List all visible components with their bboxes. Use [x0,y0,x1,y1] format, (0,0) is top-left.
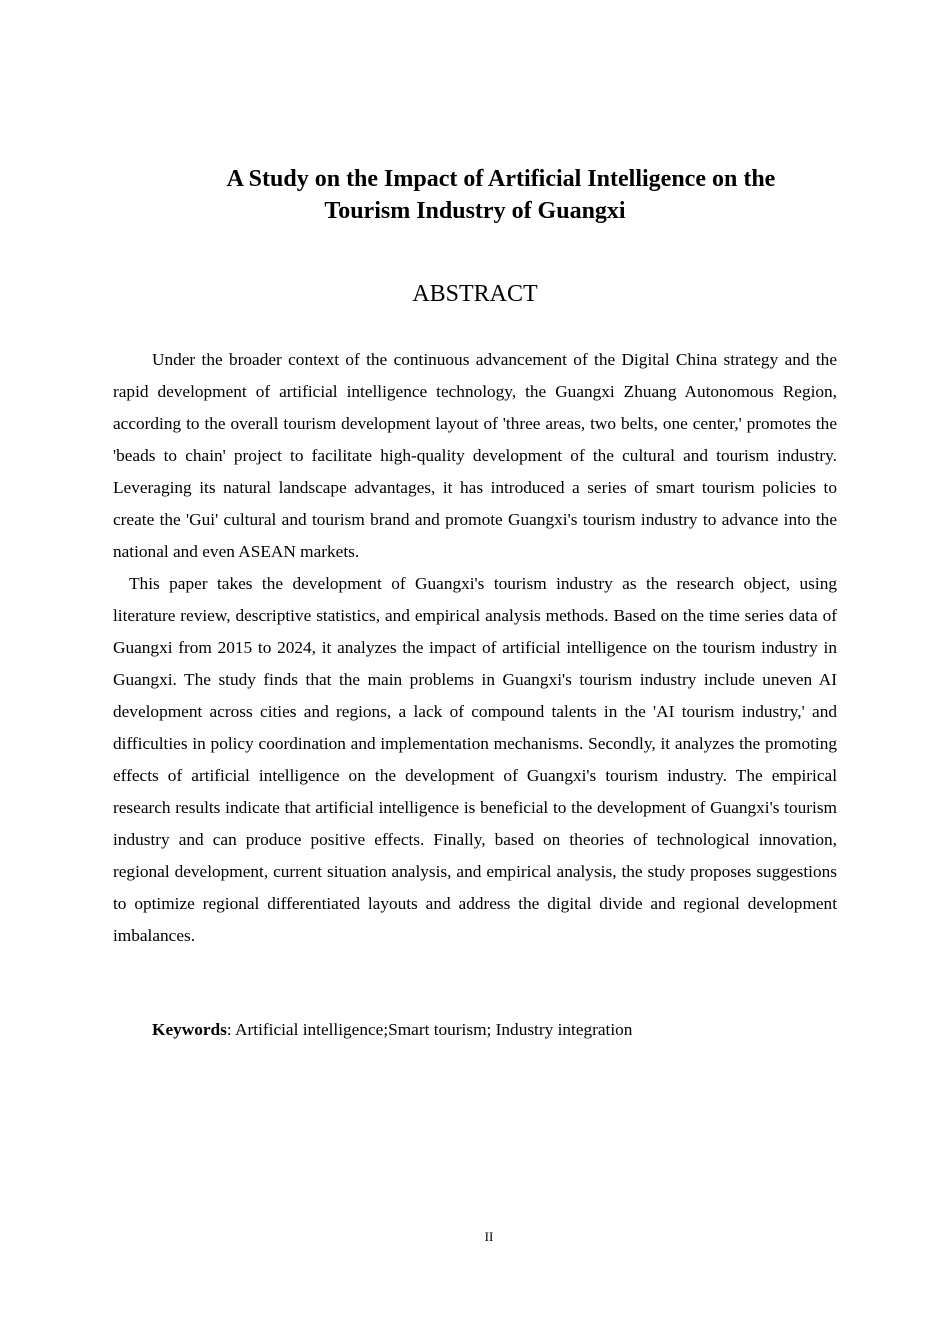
keywords-line [152,1014,842,1046]
paper-title-line-1: A Study on the Impact of Artificial Intelligence on the [226,166,776,192]
abstract-body [113,344,837,952]
abstract-paragraph-2: This paper takes the development of Guangxi's tourism industry as the research object, using literature review, descriptive statistics, and empirical analysis methods. Based on the time series data of Guangxi from 2015 to 2024, it analyzes the impact of artificial intelligence on the tourism industry in Guangxi. The study finds that the main problems in Guangxi's tourism industry include uneven AI development across cities and regions, a lack of compound talents in the 'AI tourism industry,' and difficulties in policy coordination and implementation mechanisms. Secondly, it analyzes the promoting effects of artificial intelligence on the development of Guangxi's tourism industry. The empirical research results indicate that artificial intelligence is beneficial to the development of Guangxi's tourism industry and can produce positive effects. Finally, based on theories of technological innovation, regional development, current situation analysis, and empirical analysis, the study proposes suggestions to optimize regional differentiated layouts and address the digital divide and regional development imbalances. [113,574,837,945]
keywords-label: Keywords [152,1020,227,1039]
abstract-heading: ABSTRACT [412,281,538,307]
abstract-paragraph-1: Under the broader context of the continuous advancement of the Digital China strategy and the rapid development of artificial intelligence technology, the Guangxi Zhuang Autonomous Region, according to the overall tourism development layout of 'three areas, two belts, one center,' promotes the 'beads to chain' project to facilitate high-quality development of the cultural and tourism industry. Leveraging its natural landscape advantages, it has introduced a series of smart tourism policies to create the 'Gui' cultural and tourism brand and promote Guangxi's tourism industry to advance into the national and even ASEAN markets. [113,350,837,561]
keywords-text: : Artificial intelligence;Smart tourism; Industry integration [226,1020,633,1039]
paper-title-line-2: Tourism Industry of Guangxi [324,198,626,224]
page-number: II [484,1229,494,1244]
paper-title [0,163,950,227]
